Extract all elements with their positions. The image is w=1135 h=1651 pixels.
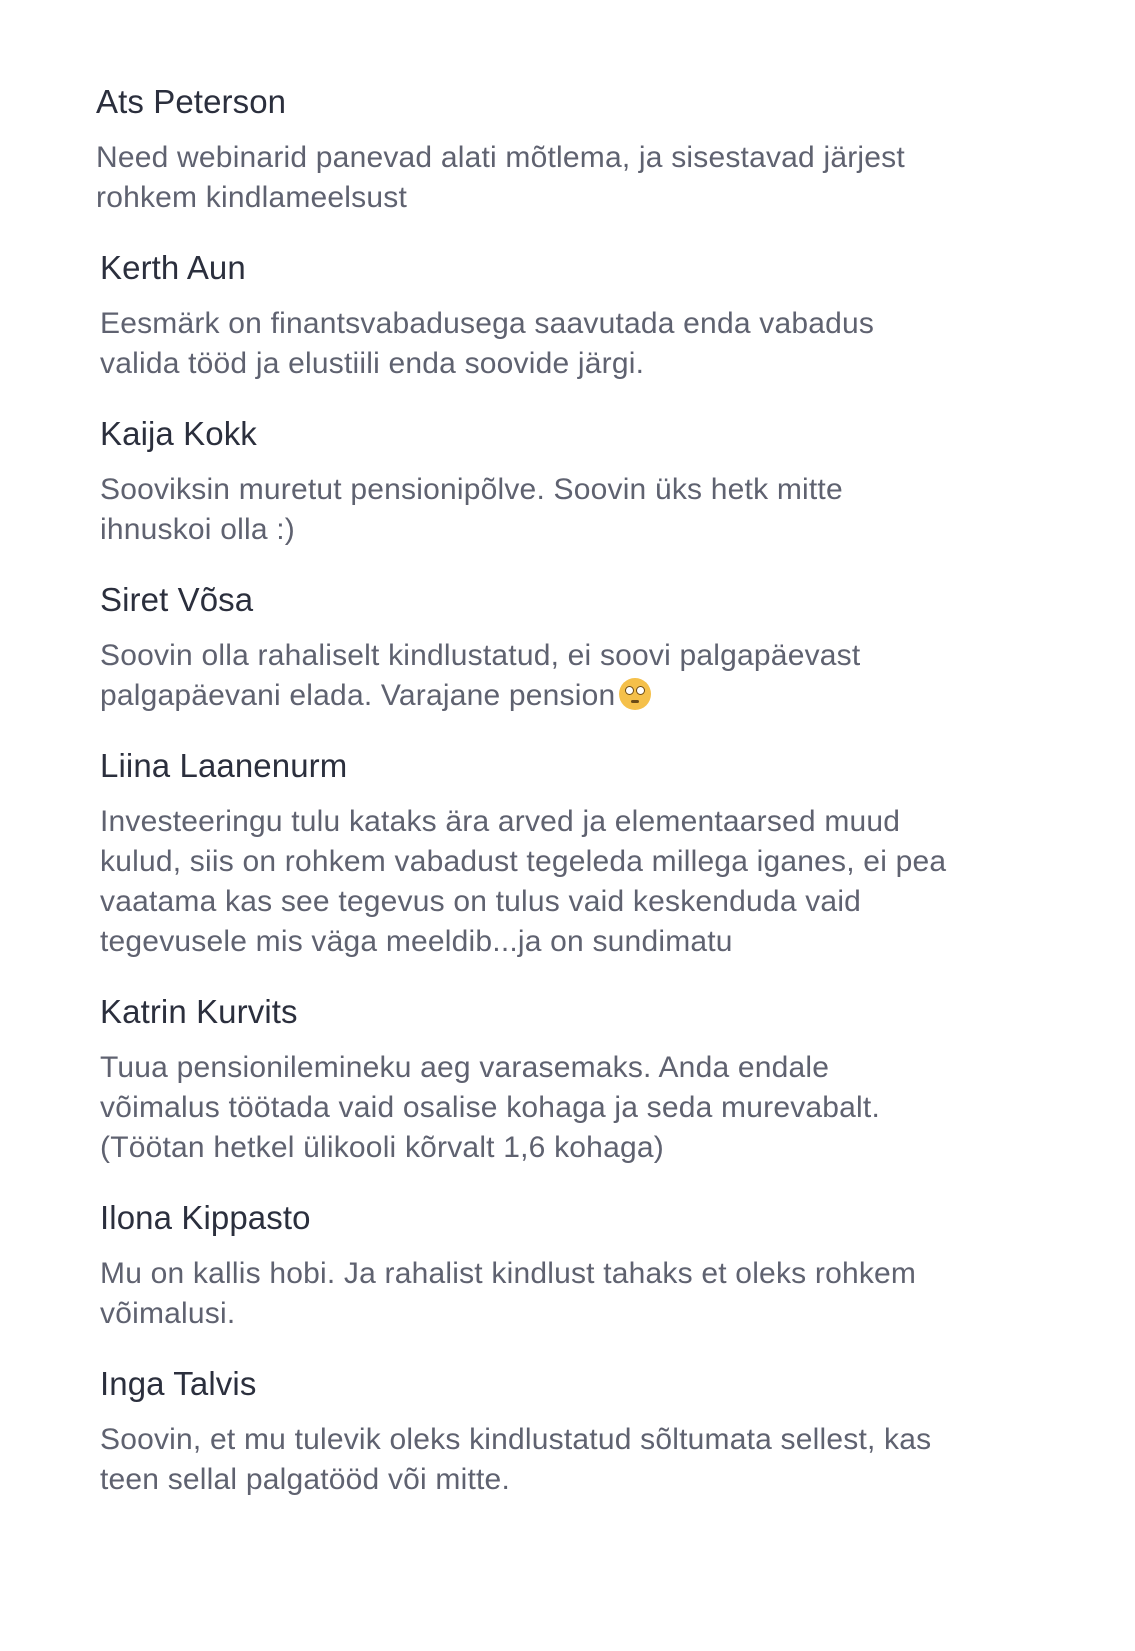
- comment-item: [100, 414, 1040, 550]
- comment-author: Ilona Kippasto: [100, 1199, 311, 1236]
- comment-text: Need webinarid panevad alati mõtlema, ja sisestavad järjest rohkem kindlameelsust: [96, 141, 905, 214]
- comment-item: [100, 248, 1040, 384]
- comment-author: Kaija Kokk: [100, 415, 257, 452]
- flushed-face-emoji-icon: [619, 678, 651, 710]
- comment-list: [96, 82, 1040, 1530]
- comment-author: Ats Peterson: [96, 83, 287, 120]
- comment-text: Eesmärk on finantsvabadusega saavutada enda vabadus valida tööd ja elustiili enda soovide järgi.: [100, 307, 875, 380]
- comment-author: Kerth Aun: [100, 249, 246, 286]
- comment-text: Investeeringu tulu kataks ära arved ja elementaarsed muud kulud, siis on rohkem vabadust tegeleda millega iganes, ei pea vaatama kas see tegevus on tulus vaid keskenduda vaid tegevusele mis väga meeldib...ja on sundimatu: [100, 805, 947, 958]
- comment-text: Tuua pensionilemineku aeg varasemaks. Anda endale võimalus töötada vaid osalise kohaga ja seda murevabalt. (Töötan hetkel ülikooli kõrvalt 1,6 kohaga): [100, 1051, 880, 1164]
- comment-author: Liina Laanenurm: [100, 747, 348, 784]
- comment-text: Sooviksin muretut pensionipõlve. Soovin üks hetk mitte ihnuskoi olla :): [100, 473, 843, 546]
- comment-item: [100, 1364, 1040, 1500]
- comment-author: Katrin Kurvits: [100, 993, 298, 1030]
- comment-item: [100, 746, 1040, 962]
- comment-item: [100, 1198, 1040, 1334]
- comment-author: Inga Talvis: [100, 1365, 257, 1402]
- comment-item: [100, 992, 1040, 1168]
- comment-text: Soovin, et mu tulevik oleks kindlustatud sõltumata sellest, kas teen sellal palgatööd või mitte.: [100, 1423, 932, 1496]
- comment-item: [100, 580, 1040, 716]
- comment-author: Siret Võsa: [100, 581, 254, 618]
- comment-text: Soovin olla rahaliselt kindlustatud, ei soovi palgapäevast palgapäevani elada. Varajane pension: [100, 639, 861, 712]
- comment-item: [96, 82, 1040, 218]
- comment-text-with-emoji: [100, 636, 1040, 716]
- comment-text: Mu on kallis hobi. Ja rahalist kindlust tahaks et oleks rohkem võimalusi.: [100, 1257, 917, 1330]
